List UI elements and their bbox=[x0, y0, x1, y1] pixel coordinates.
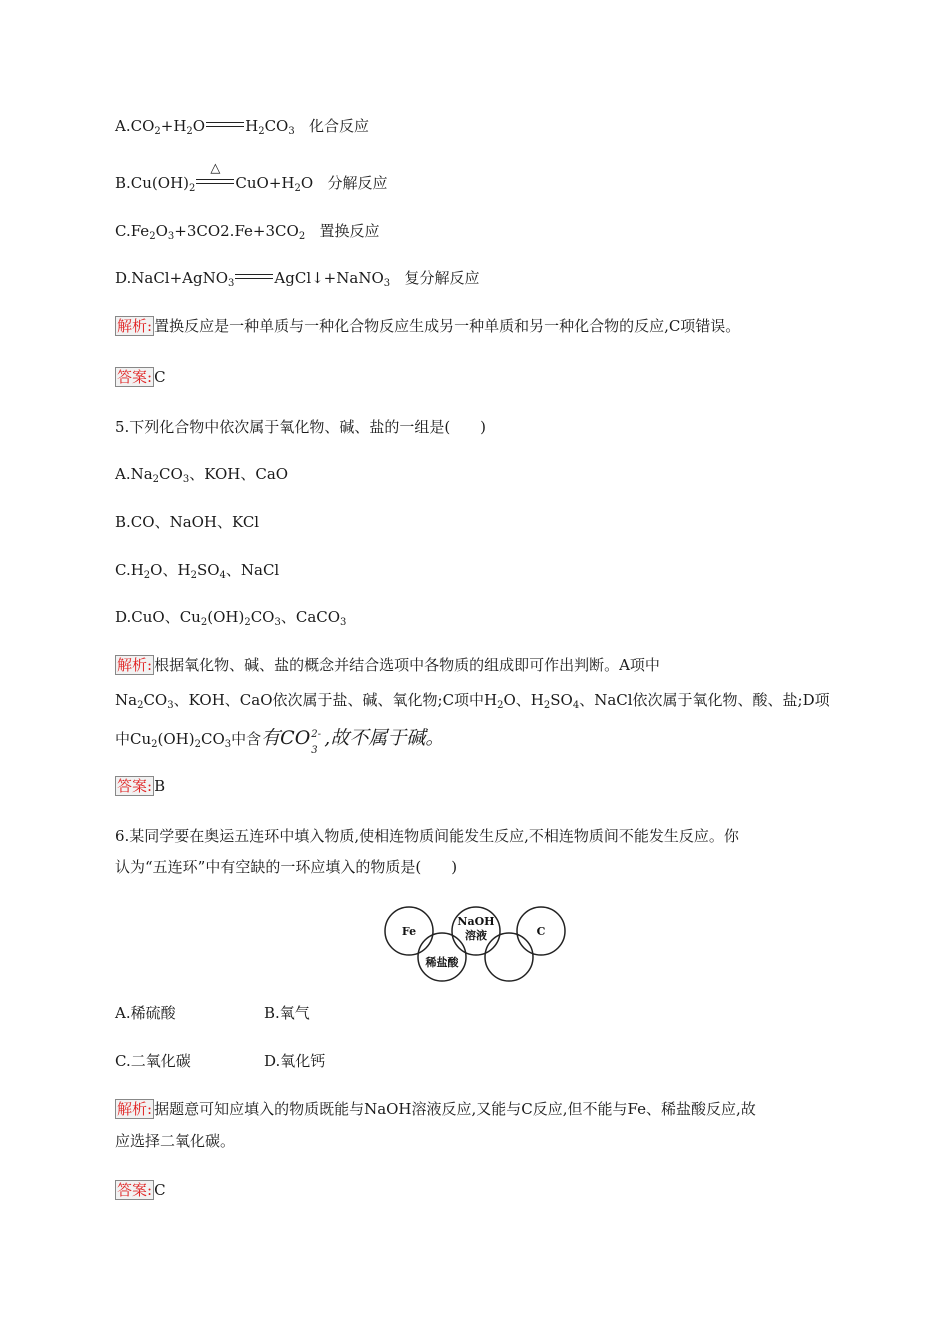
heating-equals-sign: △ bbox=[196, 178, 234, 188]
answer-tag: 答案: bbox=[117, 368, 153, 386]
q5-answer: 答案: B bbox=[117, 777, 166, 795]
q4-option-a: $A.CO_2+H_2O$ $H_2CO_3$ 化合反应 bbox=[115, 117, 370, 137]
q4-option-c: $C.Fe_2O_3+3CO2.Fe+3CO_2$ 置换反应 bbox=[115, 222, 380, 242]
q5-analysis-line1: 解析: 根据氧化物、碱、盐的概念并结合选项中各物质的组成即可作出判断。A项中 bbox=[117, 656, 660, 674]
ring-label-c: C bbox=[536, 925, 546, 938]
q5-analysis-line2: $Na_2CO_3$、KOH、CaO依次属于盐、碱、氧化物;C项中$H_2O$、$H_2SO_4$、NaCl依次属于氧化物、酸、盐;D项 bbox=[115, 691, 830, 711]
q6-option-d: D.氧化钙 bbox=[264, 1052, 326, 1070]
ring-empty bbox=[485, 933, 533, 981]
q4-answer: 答案: C bbox=[117, 368, 166, 386]
analysis-tag: 解析: bbox=[117, 1100, 153, 1118]
q5-option-a: $A.Na_2CO_3$、KOH、CaO bbox=[115, 465, 289, 485]
q5-option-d: D.CuO、$Cu_2(OH)_2CO_3$、CaCO$_3$ bbox=[115, 608, 347, 628]
q6-option-b: B.氧气 bbox=[264, 1004, 310, 1022]
olympic-rings-diagram bbox=[383, 903, 569, 985]
q6-stem-line2: 认为“五连环”中有空缺的一环应填入的物质是( ) bbox=[115, 858, 458, 876]
q6-options-row1 bbox=[115, 1003, 176, 1023]
q6-answer: 答案: C bbox=[117, 1181, 166, 1199]
ring-label-fe: Fe bbox=[401, 925, 417, 938]
ring-label-hcl: 稀盐酸 bbox=[425, 956, 459, 969]
equals-sign bbox=[235, 273, 273, 283]
q4-option-b: $B.Cu(OH)_2$ △ $CuO+H_2O$ 分解反应 bbox=[115, 161, 388, 194]
q6-stem-line1: 6.某同学要在奥运五连环中填入物质,使相连物质间能发生反应,不相连物质间不能发生反应。你 bbox=[115, 827, 739, 845]
analysis-tag: 解析: bbox=[117, 317, 153, 335]
q6-option-a: A.稀硫酸 bbox=[115, 1004, 176, 1022]
q6-analysis-line1: 解析: 据题意可知应填入的物质既能与NaOH溶液反应,又能与C反应,但不能与Fe、稀盐酸反应,故 bbox=[117, 1100, 756, 1118]
q4-analysis: 解析: 置换反应是一种单质与一种化合物反应生成另一种单质和另一种化合物的反应,C项错误。 bbox=[117, 317, 741, 335]
answer-tag: 答案: bbox=[117, 777, 153, 795]
q4-option-d: D.NaCl+AgNO$_3$ AgCl↓+NaNO$_3$ 复分解反应 bbox=[115, 269, 480, 289]
equals-sign bbox=[206, 121, 244, 131]
ring-label-solution: 溶液 bbox=[465, 929, 487, 942]
answer-tag: 答案: bbox=[117, 1181, 153, 1199]
ring-label-naoh: NaOH bbox=[457, 915, 495, 928]
q6-option-c: C.二氧化碳 bbox=[115, 1052, 191, 1070]
q5-stem: 5.下列化合物中依次属于氧化物、碱、盐的一组是( ) bbox=[115, 418, 487, 436]
q5-analysis-line3: 中$Cu_2(OH)_2CO_3$中含有CO 2- 3 ,故不属于碱。 bbox=[115, 727, 445, 756]
analysis-tag: 解析: bbox=[117, 656, 153, 674]
q5-option-b: B.CO、NaOH、KCl bbox=[115, 513, 260, 531]
q6-analysis-line2: 应选择二氧化碳。 bbox=[115, 1132, 236, 1150]
q5-option-c: $C.H_2O$、$H_2SO_4$、NaCl bbox=[115, 561, 280, 581]
